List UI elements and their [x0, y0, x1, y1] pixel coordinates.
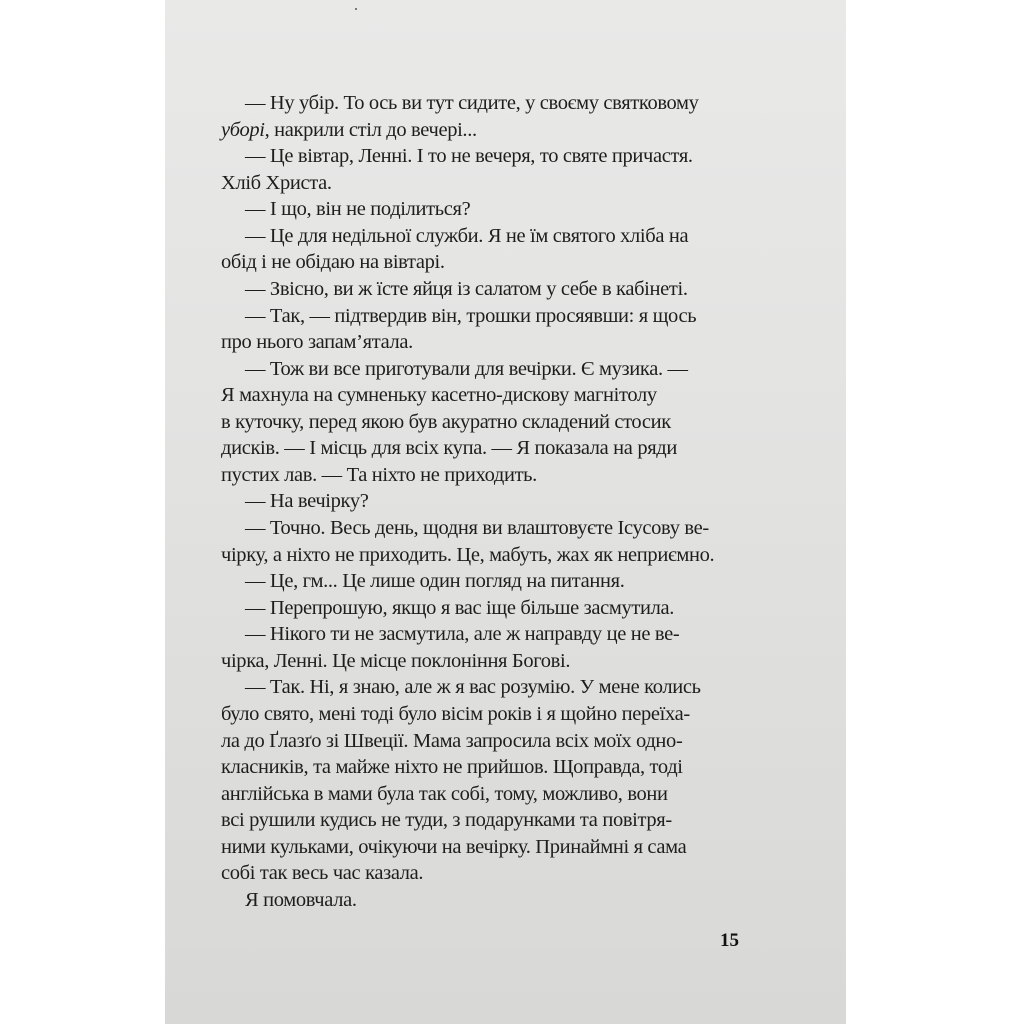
- text-line: [221, 143, 751, 170]
- body-text: [221, 90, 751, 913]
- text-run: — І що, він не поділиться?: [245, 198, 471, 221]
- text-line: [221, 701, 751, 728]
- text-run: — Ну убір. То ось ви тут сидите, у своєму святковому: [245, 92, 699, 114]
- text-line: [221, 834, 751, 861]
- text-line: [221, 382, 751, 409]
- text-run: — Перепрошую, якщо я вас іще більше засмутила.: [245, 596, 675, 619]
- text-line: [221, 196, 751, 223]
- text-run: ла до Ґлазґо зі Швеції. Мама запросила всіх моїх одно-: [221, 729, 683, 752]
- text-run: ними кульками, очікуючи на вечірку. Принаймні я сама: [221, 835, 687, 858]
- text-run: чірку, а ніхто не приходить. Це, мабуть, жах як неприємно.: [221, 543, 715, 566]
- text-run: — Точно. Весь день, щодня ви влаштовуєте Ісусову ве-: [245, 517, 709, 539]
- text-line: [221, 860, 751, 887]
- text-run: собі так весь час казала.: [221, 862, 424, 885]
- text-line: [221, 781, 751, 808]
- text-line: [221, 595, 751, 622]
- text-run: було свято, мені тоді було вісім років і я щойно переїха-: [221, 702, 690, 725]
- text-run: — Нікого ти не засмутила, але ж направду це не ве-: [245, 623, 680, 646]
- text-line: [221, 515, 751, 542]
- text-line: [221, 462, 751, 489]
- text-run: Хліб Христа.: [221, 171, 332, 194]
- text-run: — Це для недільної служби. Я не їм святого хліба на: [245, 224, 689, 247]
- text-run: Я помовчала.: [245, 888, 357, 911]
- text-run: — Так. Ні, я знаю, але ж я вас розумію. У мене колись: [245, 676, 701, 699]
- text-line: [221, 887, 751, 914]
- paper-speck: [355, 8, 357, 10]
- text-line: [221, 754, 751, 781]
- text-run: дисків. — І місць для всіх купа. — Я показала на ряди: [221, 437, 678, 460]
- text-run: Я махнула на сумненьку касетно-дискову магнітолу: [221, 384, 657, 407]
- page-number: 15: [720, 930, 739, 951]
- text-line: [221, 621, 751, 648]
- text-run: обід і не обідаю на вівтарі.: [221, 251, 445, 274]
- text-line: [221, 249, 751, 276]
- text-line: [221, 117, 751, 144]
- text-line: [221, 223, 751, 250]
- italic-text-run: уборі: [221, 118, 265, 141]
- text-line: [221, 170, 751, 197]
- book-page: [165, 0, 846, 1024]
- text-run: англійська в мами була так собі, тому, можливо, вони: [221, 782, 668, 805]
- text-run: — Це, гм... Це лише один погляд на питання.: [245, 570, 625, 593]
- text-line: [221, 303, 751, 330]
- text-line: [221, 276, 751, 303]
- text-run: , накрили стіл до вечері...: [264, 118, 477, 141]
- text-run: в куточку, перед якою був акуратно складений стосик: [221, 410, 671, 433]
- text-line: [221, 329, 751, 356]
- text-run: про нього запам’ятала.: [221, 331, 413, 354]
- text-run: класників, та майже ніхто не прийшов. Щоправда, тоді: [221, 756, 683, 779]
- text-run: чірка, Ленні. Це місце поклоніння Богові.: [221, 649, 571, 672]
- text-line: [221, 90, 751, 117]
- text-run: пустих лав. — Та ніхто не приходить.: [221, 463, 537, 486]
- text-run: — На вечірку?: [245, 490, 369, 513]
- text-run: — Так, — підтвердив він, трошки просяявши: я щось: [245, 304, 697, 327]
- text-line: [221, 542, 751, 569]
- text-line: [221, 648, 751, 675]
- text-line: [221, 728, 751, 755]
- text-line: [221, 674, 751, 701]
- text-run: — Тож ви все приготували для вечірки. Є музика. —: [245, 357, 688, 380]
- text-run: — Це вівтар, Ленні. І то не вечеря, то святе причастя.: [245, 145, 693, 168]
- text-line: [221, 807, 751, 834]
- text-line: [221, 568, 751, 595]
- text-run: всі рушили кудись не туди, з подарунками та повітря-: [221, 809, 672, 832]
- text-line: [221, 435, 751, 462]
- text-line: [221, 488, 751, 515]
- text-line: [221, 409, 751, 436]
- text-run: — Звісно, ви ж їсте яйця із салатом у себе в кабінеті.: [245, 277, 688, 300]
- text-line: [221, 356, 751, 383]
